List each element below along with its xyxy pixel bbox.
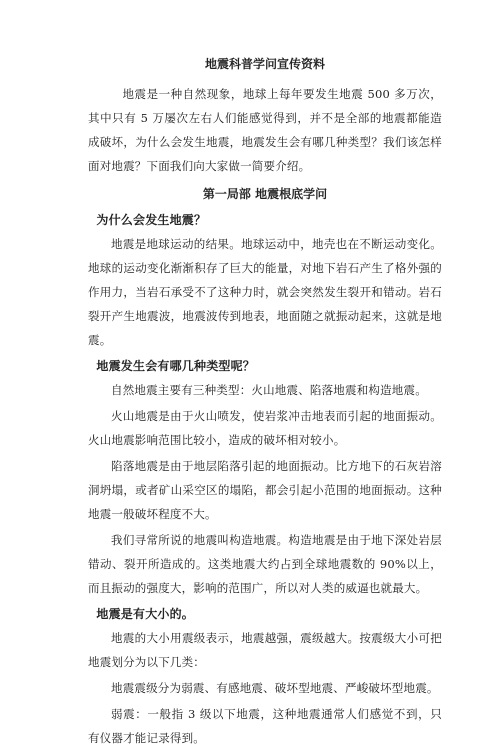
section-title: 第一局部 地震根底学问	[202, 187, 328, 201]
answer-paragraph-2-3: 陷落地震是由于地层陷落引起的地面振动。比方地下的石灰岩溶洞坍塌，或者矿山采空区的塌陷，都会引起小范围的地面振动。这种地震一般破坏程度不大。	[88, 459, 442, 521]
answer-paragraph-3-2: 地震震级分为弱震、有感地震、破坏型地震、严峻破坏型地震。	[111, 681, 439, 695]
answer-paragraph-1: 地震是地球运动的结果。地球运动中，地壳也在不断运动变化。地球的运动变化渐渐积存了巨大的能量，对地下岩石产生了格外强的作用力，当岩石承受不了这种力时，就会突然发生裂开和错动。岩石裂开产生地震波，地震波传到地表，地面随之就振动起来，这就是地震。	[88, 237, 442, 347]
answer-paragraph-2-1: 自然地震主要有三种类型：火山地震、陷落地震和构造地震。	[111, 383, 427, 397]
intro-paragraph: 地震是一种自然现象，地球上每年要发生地震 500 多万次，其中只有 5 万屡次左右人们能感觉得到，并不是全部的地震都能造成破坏，为什么会发生地震，地震发生会有哪几种类型？我们该怎样面对地震？下面我们向大家做一简要介绍。	[88, 87, 442, 173]
question-heading-3: 地震是有大小的。	[96, 607, 194, 621]
question-heading-2: 地震发生会有哪几种类型呢？	[96, 359, 255, 373]
answer-paragraph-2-2: 火山地震是由于火山喷发，使岩浆冲击地表而引起的地面振动。火山地震影响范围比较小，造成的破坏相对较小。	[88, 409, 442, 447]
answer-paragraph-2-4: 我们寻常所说的地震叫构造地震。构造地震是由于地下深处岩层错动、裂开所造成的。这类地震大约占到全球地震数的 90%以上，而且振动的强度大，影响的范围广，所以对人类的威逼也就最大。	[88, 533, 442, 595]
answer-paragraph-3-1: 地震的大小用震级表示，地震越强，震级越大。按震级大小可把地震划分为以下几类：	[88, 631, 442, 669]
answer-paragraph-3-3: 弱震：一般指 3 级以下地震，这种地震通常人们感觉不到，只有仪器才能记录得到。	[88, 707, 442, 745]
document-title: 地震科普学问宣传资料	[204, 57, 325, 71]
question-heading-1: 为什么会发生地震？	[96, 213, 207, 227]
